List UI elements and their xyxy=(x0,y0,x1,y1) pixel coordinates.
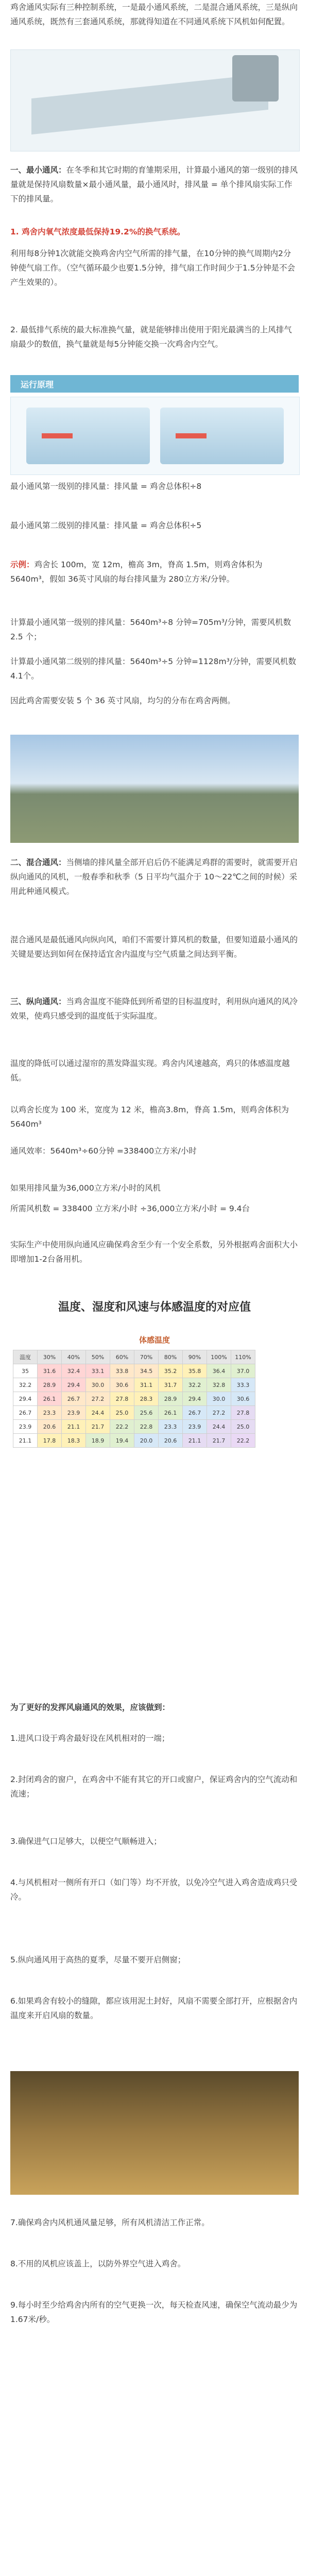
tip-item: 7.确保鸡舍内风机通风量足够，所有风机清洁工作正常。 xyxy=(10,2218,210,2227)
table-cell: 18.3 xyxy=(62,1434,86,1448)
table-header-cell: 90% xyxy=(183,1350,207,1364)
section3-title: 三、纵向通风： xyxy=(10,997,66,1006)
example-text: 鸡舍长 100m，宽 12m，檐高 3m，脊高 1.5m，则鸡舍体积为 5640m³，假如 36英寸风扇的每台排风量为 280立方米/分钟。 xyxy=(10,560,265,584)
table-cell: 32.8 xyxy=(207,1378,231,1392)
fan-box xyxy=(232,55,279,101)
table-header-cell: 40% xyxy=(62,1350,86,1364)
table-cell: 27.2 xyxy=(86,1392,110,1406)
section2-text2: 混合通风是最低通风向纵向风，咱们不需要计算风机的数量，但要知道最小通风的关键是要达到如何在保持适宜舍内温度与空气质量之间达到平衡。 xyxy=(10,935,298,959)
conclusion1: 因此鸡舍需要安装 5 个 36 英寸风扇，均匀的分布在鸡舍两侧。 xyxy=(10,696,235,705)
table-cell: 26.1 xyxy=(159,1406,183,1420)
table-row xyxy=(13,1364,255,1378)
table-cell: 28.3 xyxy=(134,1392,159,1406)
section3-paragraph xyxy=(10,994,299,1023)
tip-item: 8.不用的风机应该盖上，以防外界空气进入鸡舍。 xyxy=(10,2259,186,2268)
table-cell: 29.4 xyxy=(62,1378,86,1392)
table-cell: 33.1 xyxy=(86,1364,110,1378)
table-cell: 32.2 xyxy=(183,1378,207,1392)
table-header-row xyxy=(13,1350,255,1364)
table-cell: 21.7 xyxy=(207,1434,231,1448)
section1-paragraph xyxy=(10,163,299,206)
table-cell: 20.6 xyxy=(159,1434,183,1448)
table-cell: 30.6 xyxy=(110,1378,134,1392)
section3-text: 当鸡舍温度不能降低到所希望的目标温度时，利用纵向通风的风冷效果，使鸡只感受到的温度低于实际温度。 xyxy=(10,997,298,1021)
table-cell: 31.1 xyxy=(134,1378,159,1392)
rule1-heading: 1. 鸡舍内氧气浓度最低保持19.2%的换气系统。 xyxy=(10,227,185,236)
example-label: 示例： xyxy=(10,560,35,569)
table-header-cell: 80% xyxy=(159,1350,183,1364)
table-header-cell: 70% xyxy=(134,1350,159,1364)
tip-item: 4.与风机相对一侧所有开口（如门等）均不开放，以免冷空气进入鸡舍造成鸡只受冷。 xyxy=(10,1878,298,1902)
table-cell: 27.2 xyxy=(207,1406,231,1420)
tip-item: 9.每小时至少给鸡舍内所有的空气更换一次，每天检查风速，确保空气流动最少为1.67米/秒。 xyxy=(10,2300,298,2324)
table-cell: 32.2 xyxy=(13,1378,38,1392)
table-row xyxy=(13,1434,255,1448)
section1-title: 一、最小通风： xyxy=(10,165,66,175)
section3-text2: 温度的降低可以通过湿帘的蒸发降温实现。鸡舍内风速越高，鸡只的体感温度越低。 xyxy=(10,1059,290,1082)
table-header-cell: 50% xyxy=(86,1350,110,1364)
table-cell: 33.8 xyxy=(110,1364,134,1378)
table-cell: 23.9 xyxy=(183,1420,207,1434)
table-cell: 28.9 xyxy=(159,1392,183,1406)
conclusion3: 实际生产中使用纵向通风应确保鸡舍至少有一个安全系数，另外根据鸡舍面积大小即增加1-2台备用机。 xyxy=(10,1240,298,1264)
table-cell: 21.1 xyxy=(13,1434,38,1448)
table-cell: 26.7 xyxy=(183,1406,207,1420)
table-cell: 24.4 xyxy=(207,1420,231,1434)
table-cell: 26.7 xyxy=(62,1392,86,1406)
intro-text: 鸡舍通风实际有三种控制系统，一是最小通风系统，二是混合通风系统，三是纵向通风系统，既然有三套通风系统，那就得知道在不同通风系统下风机如何配置。 xyxy=(10,3,298,26)
table-cell: 30.0 xyxy=(207,1392,231,1406)
poultry-cage-photo xyxy=(10,2071,299,2195)
table-row xyxy=(13,1420,255,1434)
table-header-cell: 30% xyxy=(38,1350,62,1364)
calc1: 计算最小通风第一级别的排风量：5640m³÷8 分钟=705m³/分钟，需要风机数 2.5 个； xyxy=(10,618,294,641)
section2-title: 二、混合通风： xyxy=(10,858,66,867)
table-cell: 23.9 xyxy=(13,1420,38,1434)
table-cell: 25.6 xyxy=(134,1406,159,1420)
ventilation-diagram xyxy=(10,397,300,475)
table-cell: 22.2 xyxy=(110,1420,134,1434)
table-row xyxy=(13,1392,255,1406)
table-cell: 29.4 xyxy=(13,1392,38,1406)
table-cell: 36.4 xyxy=(207,1364,231,1378)
banner-label: 运行原理 xyxy=(21,380,54,389)
table-cell: 29.4 xyxy=(183,1392,207,1406)
table-cell: 23.3 xyxy=(159,1420,183,1434)
table-cell: 20.0 xyxy=(134,1434,159,1448)
table-cell: 27.8 xyxy=(231,1406,255,1420)
table-cell: 23.3 xyxy=(38,1406,62,1420)
feel-temp-table xyxy=(13,1350,255,1448)
table-cell: 19.4 xyxy=(110,1434,134,1448)
table-cell: 37.0 xyxy=(231,1364,255,1378)
tip-item: 1.进风口设于鸡舍最好设在风机相对的一端； xyxy=(10,1734,170,1743)
table-header-cell: 60% xyxy=(110,1350,134,1364)
table-cell: 18.9 xyxy=(86,1434,110,1448)
table-cell: 26.1 xyxy=(38,1392,62,1406)
tips-title: 为了更好的发挥风扇通风的效果，应该做到： xyxy=(10,1703,170,1712)
table-header-cell: 110% xyxy=(231,1350,255,1364)
table-cell: 33.3 xyxy=(231,1378,255,1392)
airflow-arrow xyxy=(42,433,73,438)
section2-text: 当侧墙的排风量全部开启后仍不能满足鸡群的需要时，就需要开启纵向通风的风机，一般春季和秋季（5 日平均气温介于 10～22℃之间的时候）采用此种通风模式。 xyxy=(10,858,298,896)
table-cell: 35.2 xyxy=(159,1364,183,1378)
table-cell: 21.7 xyxy=(86,1420,110,1434)
table-cell: 26.7 xyxy=(13,1406,38,1420)
section1-text: 在冬季和其它时期的育雏期采用，计算最小通风的第一级别的排风量就是保持风扇数量×最小通风量，最小通风时，排风量 = 单个排风扇实际工作下的排风量。 xyxy=(10,165,298,204)
table-row xyxy=(13,1378,255,1392)
table-cell: 22.2 xyxy=(231,1434,255,1448)
tip-item: 2.封闭鸡舍的窗户，在鸡舍中不能有其它的开口或窗户，保证鸡舍内的空气流动和流速； xyxy=(10,1775,298,1799)
example3b: 如果用排风量为36,000立方米/小时的风机 xyxy=(10,1183,161,1193)
table-header-cell: 100% xyxy=(207,1350,231,1364)
fan-system-illustration xyxy=(10,49,300,151)
table-row xyxy=(13,1406,255,1420)
principle-banner xyxy=(10,375,299,393)
table-cell: 24.4 xyxy=(86,1406,110,1420)
table-cell: 21.1 xyxy=(183,1434,207,1448)
table-cell: 20.6 xyxy=(38,1420,62,1434)
tip-item: 6.如果鸡舍有较小的缝隙，都应该用泥土封好，风扇不需要全部打开，应根据舍内温度来开启风扇的数量。 xyxy=(10,1996,298,2020)
example-paragraph xyxy=(10,557,299,586)
table-subtitle: 体感温度 xyxy=(139,1335,170,1345)
airflow-arrow xyxy=(176,433,207,438)
table-cell: 25.0 xyxy=(231,1420,255,1434)
table-cell: 23.9 xyxy=(62,1406,86,1420)
table-cell: 35.8 xyxy=(183,1364,207,1378)
example3a: 通风效率：5640m³÷60分钟 =338400立方米/小时 xyxy=(10,1146,197,1156)
chicken-house-photo xyxy=(10,735,299,843)
table-cell: 31.6 xyxy=(38,1364,62,1378)
table-title: 温度、湿度和风速与体感温度的对应值 xyxy=(58,1300,251,1314)
tip-item: 3.确保进气口足够大，以便空气顺畅进入； xyxy=(10,1837,162,1846)
table-cell: 17.8 xyxy=(38,1434,62,1448)
table-cell: 30.0 xyxy=(86,1378,110,1392)
table-cell: 28.9 xyxy=(38,1378,62,1392)
tip-item: 5.纵向通风用于高热的夏季，尽量不要开启侧窗； xyxy=(10,1955,186,1964)
table-cell: 31.7 xyxy=(159,1378,183,1392)
calc2: 计算最小通风第二级别的排风量：5640m³÷5 分钟=1128m³/分钟，需要风机数 4.1个。 xyxy=(10,657,299,681)
table-cell: 32.4 xyxy=(62,1364,86,1378)
example3c: 所需风机数 = 338400 立方米/小时 ÷36,000立方米/小时 = 9.4台 xyxy=(10,1204,250,1213)
formula2: 最小通风第二级别的排风量：排风量 = 鸡舍总体积÷5 xyxy=(10,521,202,530)
table-header-cell: 温度 xyxy=(13,1350,38,1364)
rule1-text: 利用每8分钟1次就能交换鸡舍内空气所需的排气量，在10分钟的换气周期内2分钟使气扇工作。（空气循环最少也要1.5分钟，排气扇工作时间少于1.5分钟是不会产生效果的）。 xyxy=(10,249,296,287)
table-cell: 25.0 xyxy=(110,1406,134,1420)
table-cell: 34.5 xyxy=(134,1364,159,1378)
table-cell: 30.6 xyxy=(231,1392,255,1406)
table-cell: 35 xyxy=(13,1364,38,1378)
formula1: 最小通风第一级别的排风量：排风量 = 鸡舍总体积÷8 xyxy=(10,482,202,491)
table-cell: 21.1 xyxy=(62,1420,86,1434)
rule2-text: 2. 最低排气系统的最大标准换气量，就是能够排出使用于阳光最满当的上风排气扇最少的数值，换气量就是每5分钟能交换一次鸡舍内空气。 xyxy=(10,325,292,349)
section2-paragraph xyxy=(10,855,299,899)
section3-text3: 以鸡舍长度为 100 米，宽度为 12 米，檐高3.8m，脊高 1.5m，则鸡舍体积为 5640m³ xyxy=(10,1105,291,1129)
table-cell: 22.8 xyxy=(134,1420,159,1434)
table-cell: 27.8 xyxy=(110,1392,134,1406)
